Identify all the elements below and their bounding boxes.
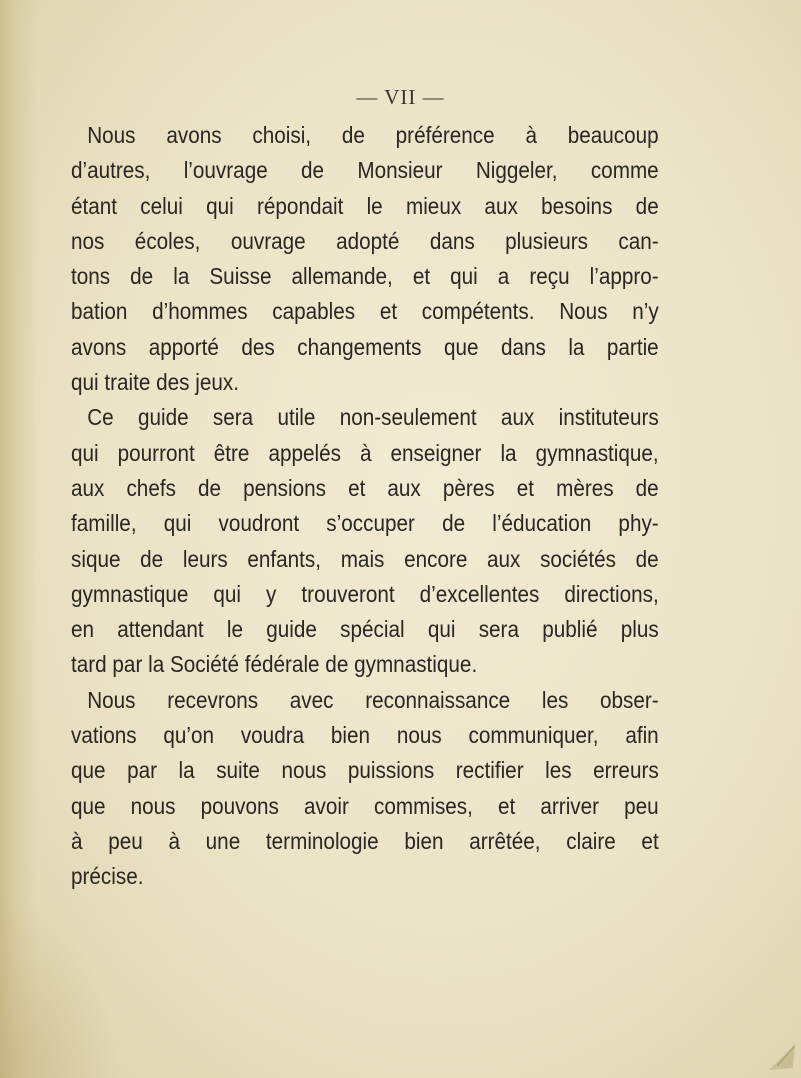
corner-smudge bbox=[763, 1042, 797, 1072]
paragraph-1-line: bation d’hommes capables et compétents. Nous n’y bbox=[71, 298, 659, 325]
paragraph-1-line: Nous avons choisi, de préférence à beaucoup bbox=[87, 122, 659, 148]
paragraph-1-line: étant celui qui répondait le mieux aux besoins de bbox=[71, 192, 659, 219]
paragraph-3-line: précise. bbox=[71, 863, 144, 890]
paragraph-2-line: tard par la Société fédérale de gymnastique. bbox=[71, 651, 478, 678]
paragraph-1-line: avons apporté des changements que dans la partie bbox=[71, 333, 659, 360]
paragraph-2-line: sique de leurs enfants, mais encore aux sociétés de bbox=[71, 545, 659, 572]
paragraph-1-line: tons de la Suisse allemande, et qui a reçu l’appro- bbox=[71, 263, 659, 290]
paper-stain bbox=[0, 898, 120, 1078]
paragraph-3-line: vations qu’on voudra bien nous communiquer, afin bbox=[71, 722, 659, 749]
body-text bbox=[71, 118, 659, 895]
paragraph-2-line: gymnastique qui y trouveront d’excellentes directions, bbox=[71, 580, 659, 607]
paragraph-2-line: Ce guide sera utile non-seulement aux instituteurs bbox=[87, 404, 659, 431]
paragraph-3-line: que nous pouvons avoir commises, et arriver peu bbox=[71, 792, 659, 819]
paragraph-3-line: Nous recevrons avec reconnaissance les obser- bbox=[87, 686, 659, 713]
running-head: — VII — bbox=[356, 85, 445, 109]
paragraph-1-line: d’autres, l’ouvrage de Monsieur Niggeler, comme bbox=[71, 157, 659, 184]
paragraph-1-line: nos écoles, ouvrage adopté dans plusieurs can- bbox=[71, 227, 659, 254]
paragraph-3-line: à peu à une terminologie bien arrêtée, claire et bbox=[71, 827, 659, 854]
paragraph-2-line: famille, qui voudront s’occuper de l’éducation phy- bbox=[71, 510, 659, 537]
paragraph-1-line: qui traite des jeux. bbox=[71, 369, 240, 396]
paragraph-2-line: aux chefs de pensions et aux pères et mères de bbox=[71, 474, 659, 501]
paragraph-2-line: en attendant le guide spécial qui sera publié plus bbox=[71, 616, 659, 643]
paragraph-2-line: qui pourront être appelés à enseigner la gymnastique, bbox=[71, 439, 659, 466]
paragraph-3-line: que par la suite nous puissions rectifier les erreurs bbox=[71, 757, 659, 784]
